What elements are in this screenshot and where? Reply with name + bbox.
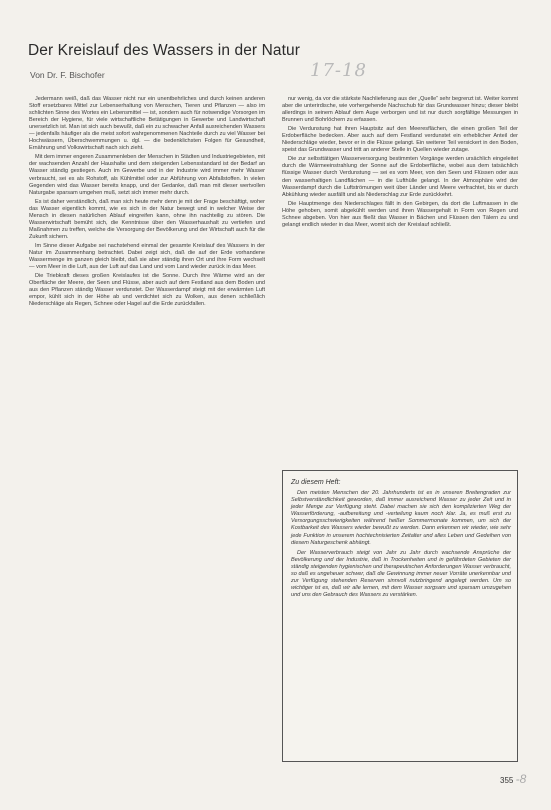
article-author: Von Dr. F. Bischofer — [30, 70, 105, 80]
pencil-annotation: 17-18 — [310, 60, 367, 81]
body-column-left — [29, 96, 265, 786]
page-pencil-mark: -8 — [515, 772, 527, 786]
box-title: Zu diesem Heft: — [291, 479, 341, 486]
article-title: Der Kreislauf des Wassers in der Natur — [28, 42, 300, 59]
body-column-right — [282, 96, 518, 456]
paragraph: Es ist daher verständlich, daß man sich heute mehr denn je mit der Frage beschäftigt, woher das Wasser eigentlich kommt, wie es sich in der Natur bewegt und in welcher Weise der Mensch in diesen natürlichen Ablauf eingreifen kann, ohne ihn nachteilig zu stören. Die Wasserwirtschaft bemüht sich, die Kenntnisse über den Wasserhaushalt zu vertiefen und Maßnahmen zu treffen, welche die Versorgung der Bevölkerung und der Wirtschaft auch für die Zukunft sichern. — [29, 198, 265, 240]
page-number — [500, 772, 526, 786]
paragraph: Jedermann weiß, daß das Wasser nicht nur ein unentbehrliches und durch keinen anderen Stoff ersetzbares Mittel zur Lebenserhaltung von Menschen, Tieren und Pflanzen — also im schlichten Sinne des Wortes ein Lebensmittel — ist, sondern auch für notwendige Vorsorgen im Bereich der Hygiene, für viele wirtschaftliche Betätigungen in Gewerbe und Landwirtschaft unersetzlich ist. Man ist sich auch bewußt, daß ein zu schwacher Anfall ausreichenden Wassers — jedenfalls häufiger als die meist sofort wahrgenommenen Nachteile durch zu viel Wasser bei Hochwässern, Überschwemmungen u. dgl. — die bedenklichsten Folgen für Gesundheit, Ernährung und Volkswirtschaft nach sich zieht. — [29, 96, 265, 152]
paragraph: nur wenig, da vor die stärkste Nachlieferung aus der „Quelle“ sehr begrenzt ist. Weiter kommt aber die unterirdische, wie vorhergehende Nachschub für das Grundwasser hinzu; dieser bleibt allerdings in seinem Ablauf dem Auge verborgen und ist nur durch sorgfältige Messungen in Brunnen und Bohrlöchern zu erfassen. — [282, 96, 518, 124]
paragraph: Im Sinne dieser Aufgabe sei nachstehend einmal der gesamte Kreislauf des Wassers in der Natur im Zusammenhang betrachtet. Dabei zeigt sich, daß die auf der Erde vorhandene Wassermenge im ganzen gleich bleibt, daß sie aber ständig ihren Ort und ihre Form wechselt — vom Meer in die Luft, aus der Luft auf das Land und vom Land wieder zurück in das Meer. — [29, 242, 265, 271]
paragraph: Die Triebkraft dieses großen Kreislaufes ist die Sonne. Durch ihre Wärme wird an der Oberfläche der Meere, der Seen und Flüsse, aber auch auf dem Festland aus dem Boden und aus den Pflanzen ständig Wasser verdunstet. Der Wasserdampf steigt mit der erwärmten Luft empor, kühlt sich in der Höhe ab und verdichtet sich zu Wolken, aus denen schließlich Niederschläge als Regen, Schnee oder Hagel auf die Erde zurückfallen. — [29, 273, 265, 308]
box-paragraph: Der Wasserverbrauch steigt von Jahr zu Jahr durch wachsende Ansprüche der Bevölkerung und der Industrie, daß in Trockenheiten und in gefährdeten Gebieten der ständig steigenden hygienischen und therapeutischen Anforderungen Wasser verbraucht, so daß es ungeheuer schwer, daß die Gewinnung immer neuer Vorräte unerkennbar und zur Verfügung stehenden Reserven sinnvoll nutzbringend angelegt werden. Um so wichtiger ist es, daß wir alle lernen, mit dem Wasser sorgsam und sparsam umzugehen und uns den Gebrauch des Wassers zu verstärken. — [291, 549, 511, 599]
box-paragraph: Den meisten Menschen der 20. Jahrhunderts ist es in unseren Breitengraden zur Selbstverständlichkeit geworden, daß immer ausreichend Wasser zu jeder Zeit und in jeder Menge zur Verfügung steht. Dabei machen sie sich den komplizierten Weg der Wasserförderung, -aufbereitung und -verteilung kaum noch klar. Ja, es muß erst zu Versorgungsschwierigkeiten während heißer Sommermonate kommen, um sich der Kostbarkeit des Wassers wieder bewußt zu werden. Dann erkennen wir wieder, wie sehr jede Funktion in unserem hochtechnisierten Zeitalter und alles Leben und Gedeihen von diesem Naturgeschenk abhängt. — [291, 490, 511, 546]
paragraph: Die Hauptmenge des Niederschlages fällt in den Gebirgen, da dort die Luftmassen in die Höhe gehoben, somit abgekühlt werden und ihren Wassergehalt in Form von Regen und Schnee abgeben. Von hier aus fließt das Wasser in Bächen und Flüssen den Tälern zu und gelangt endlich wieder in das Meer, womit sich der Kreislauf schließt. — [282, 200, 518, 228]
page-number-text: 355 — [500, 776, 514, 785]
editorial-box — [282, 470, 518, 762]
paragraph: Mit dem immer engeren Zusammenleben der Menschen in Städten und Industriegebieten, mit der wachsenden Anzahl der Haushalte und dem steigenden Lebensstandard ist der Bedarf an Wasser ständig gestiegen. Auch im Gewerbe und in der Industrie wird immer mehr Wasser verbraucht, sei es als Rohstoff, als Kühlmittel oder zur Abführung von Abfallstoffen. In vielen Gegenden wird das Wasser bereits knapp, und der Gedanke, daß man mit dieser wertvollen Naturgabe sparsam umgehen muß, setzt sich immer mehr durch. — [29, 154, 265, 196]
paragraph: Die Verdunstung hat ihren Hauptsitz auf den Meeresflächen, die einen großen Teil der Erdoberfläche bedecken. Aber auch auf dem Festland verdunstet ein erheblicher Anteil der Niederschläge wieder, bevor er in die Flüsse gelangt. Ein weiterer Teil versickert in den Boden, speist das Grundwasser und tritt an anderer Stelle in Quellen wieder zutage. — [282, 126, 518, 154]
paragraph: Die zur selbsttätigen Wasserversorgung bestimmten Vorgänge werden ursächlich eingeleitet durch die Wärmeeinstrahlung der Sonne auf die Erdoberfläche, wobei aus dem tatsächlich flüssige Wasser durch Verdunstung — sei es vom Meer, von den Seen und Flüssen oder aus den wasserhaltigen Landflächen — in die Lufthülle gelangt. In der Atmosphäre wird der Wasserdampf durch die Luftströmungen weit über Länder und Meere verfrachtet, bis er durch Abkühlung wieder ausfällt und als Niederschlag zur Erde zurückkehrt. — [282, 156, 518, 198]
